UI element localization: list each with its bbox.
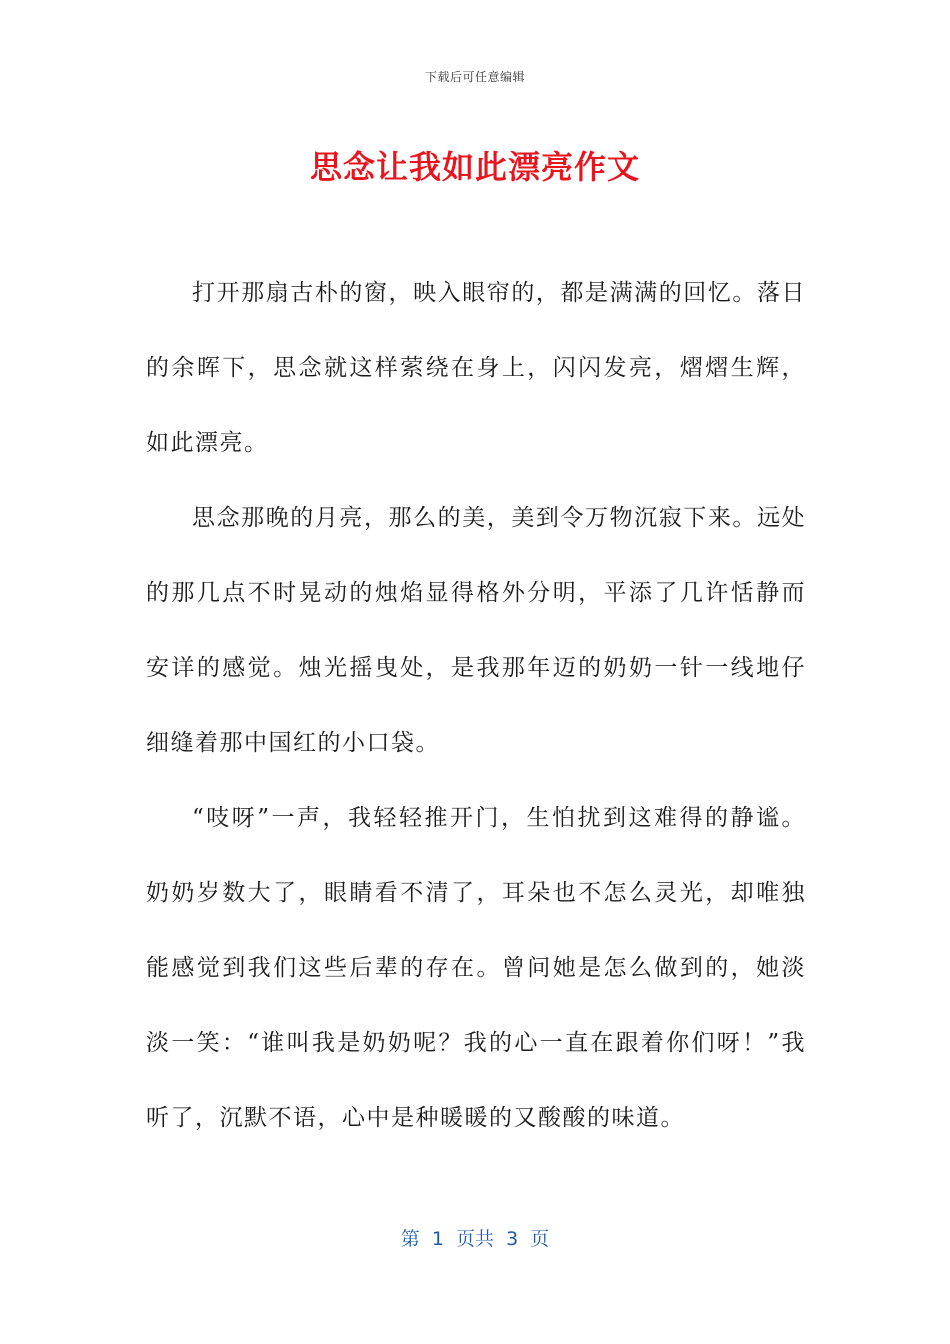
page-number-footer: 第 1 页共 3 页 <box>400 1228 550 1250</box>
paragraph-2: 思念那晚的月亮，那么的美，美到令万物沉寂下来。远处的那几点不时晃动的烛焰显得格外分明，平添了几许恬静而安详的感觉。烛光摇曳处，是我那年迈的奶奶一针一线地仔细缝着那中国红的小口袋。 <box>146 505 806 756</box>
paragraph-1: 打开那扇古朴的窗，映入眼帘的，都是满满的回忆。落日的余晖下，思念就这样萦绕在身上，闪闪发亮，熠熠生辉，如此漂亮。 <box>146 280 806 456</box>
article-body <box>146 256 806 1156</box>
header-note: 下载后可任意编辑 <box>424 70 525 84</box>
document-title: 思念让我如此漂亮作文 <box>309 148 640 186</box>
paragraph-3: “吱呀”一声，我轻轻推开门，生怕扰到这难得的静谧。奶奶岁数大了，眼睛看不清了，耳朵也不怎么灵光，却唯独能感觉到我们这些后辈的存在。曾问她是怎么做到的，她淡淡一笑：“谁叫我是奶奶呢？我的心一直在跟着你们呀！”我听了，沉默不语，心中是种暖暖的又酸酸的味道。 <box>146 805 806 1131</box>
